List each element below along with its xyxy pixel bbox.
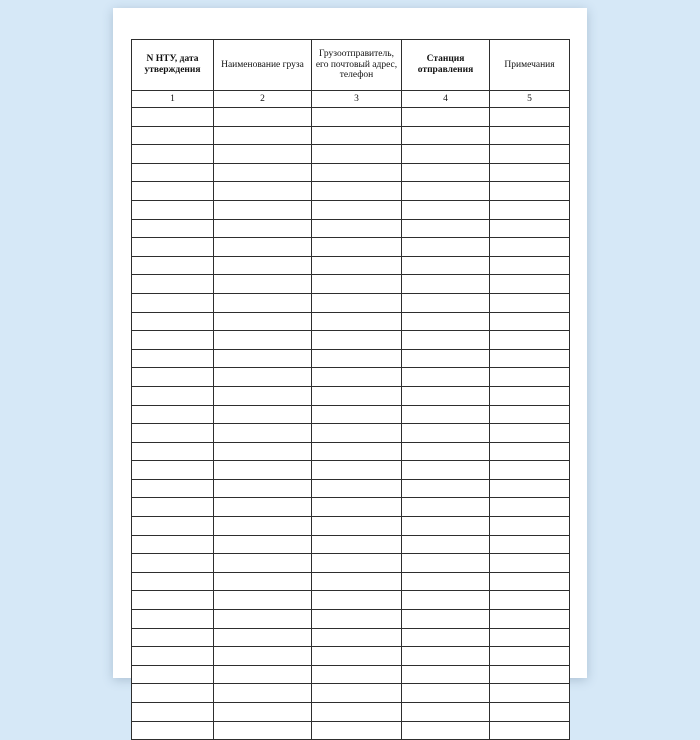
table-row bbox=[132, 275, 570, 294]
table-cell bbox=[214, 200, 312, 219]
table-row bbox=[132, 461, 570, 480]
table-cell bbox=[402, 442, 490, 461]
table-cell bbox=[402, 368, 490, 387]
table-cell bbox=[214, 442, 312, 461]
table-cell bbox=[402, 145, 490, 164]
table-cell bbox=[214, 572, 312, 591]
table-cell bbox=[132, 256, 214, 275]
table-cell bbox=[402, 572, 490, 591]
table-cell bbox=[132, 665, 214, 684]
table-cell bbox=[312, 572, 402, 591]
table-row bbox=[132, 572, 570, 591]
table-cell bbox=[312, 293, 402, 312]
table-cell bbox=[490, 572, 570, 591]
table-cell bbox=[490, 163, 570, 182]
table-cell bbox=[402, 498, 490, 517]
table-cell bbox=[490, 610, 570, 629]
column-header-4: Станция отправления bbox=[402, 40, 490, 91]
table-cell bbox=[490, 647, 570, 666]
table-cell bbox=[214, 163, 312, 182]
table-cell bbox=[312, 517, 402, 536]
table-cell bbox=[214, 535, 312, 554]
table-cell bbox=[490, 405, 570, 424]
table-cell bbox=[132, 349, 214, 368]
table-cell bbox=[490, 442, 570, 461]
table-cell bbox=[132, 461, 214, 480]
table-cell bbox=[490, 219, 570, 238]
table-cell bbox=[490, 331, 570, 350]
table-cell bbox=[132, 145, 214, 164]
table-cell bbox=[312, 219, 402, 238]
table-cell bbox=[312, 591, 402, 610]
table-cell bbox=[312, 126, 402, 145]
column-number-5: 5 bbox=[490, 91, 570, 108]
table-cell bbox=[402, 647, 490, 666]
table-cell bbox=[214, 665, 312, 684]
table-row bbox=[132, 182, 570, 201]
table-cell bbox=[312, 238, 402, 257]
table-cell bbox=[402, 275, 490, 294]
table-row bbox=[132, 163, 570, 182]
table-row bbox=[132, 721, 570, 740]
ledger-table-container bbox=[131, 39, 569, 654]
table-cell bbox=[402, 126, 490, 145]
table-row bbox=[132, 349, 570, 368]
table-cell bbox=[490, 461, 570, 480]
table-cell bbox=[132, 517, 214, 536]
table-row bbox=[132, 386, 570, 405]
table-cell bbox=[312, 182, 402, 201]
table-row bbox=[132, 368, 570, 387]
table-cell bbox=[402, 312, 490, 331]
table-cell bbox=[490, 628, 570, 647]
table-cell bbox=[214, 219, 312, 238]
table-cell bbox=[312, 535, 402, 554]
table-cell bbox=[132, 628, 214, 647]
table-cell bbox=[132, 535, 214, 554]
table-cell bbox=[214, 108, 312, 127]
table-cell bbox=[214, 610, 312, 629]
table-cell bbox=[490, 145, 570, 164]
table-cell bbox=[132, 108, 214, 127]
table-cell bbox=[490, 665, 570, 684]
table-row bbox=[132, 591, 570, 610]
table-cell bbox=[490, 591, 570, 610]
table-cell bbox=[490, 368, 570, 387]
table-cell bbox=[214, 256, 312, 275]
table-cell bbox=[402, 703, 490, 722]
table-cell bbox=[312, 368, 402, 387]
table-cell bbox=[132, 163, 214, 182]
table-cell bbox=[312, 163, 402, 182]
table-cell bbox=[312, 349, 402, 368]
table-cell bbox=[490, 312, 570, 331]
table-row bbox=[132, 442, 570, 461]
header-row bbox=[132, 40, 570, 91]
table-cell bbox=[214, 331, 312, 350]
table-row bbox=[132, 200, 570, 219]
table-cell bbox=[312, 200, 402, 219]
table-cell bbox=[132, 554, 214, 573]
table-cell bbox=[490, 424, 570, 443]
table-cell bbox=[132, 424, 214, 443]
table-row bbox=[132, 554, 570, 573]
table-cell bbox=[402, 479, 490, 498]
table-cell bbox=[132, 238, 214, 257]
table-header bbox=[132, 40, 570, 108]
table-cell bbox=[490, 535, 570, 554]
table-cell bbox=[312, 331, 402, 350]
table-cell bbox=[214, 349, 312, 368]
table-row bbox=[132, 647, 570, 666]
table-cell bbox=[312, 647, 402, 666]
table-cell bbox=[132, 591, 214, 610]
table-cell bbox=[402, 405, 490, 424]
column-header-3: Грузоотправитель, его почтовый адрес, телефон bbox=[312, 40, 402, 91]
table-cell bbox=[490, 479, 570, 498]
table-cell bbox=[490, 256, 570, 275]
column-number-2: 2 bbox=[214, 91, 312, 108]
table-cell bbox=[490, 108, 570, 127]
table-row bbox=[132, 535, 570, 554]
table-cell bbox=[402, 535, 490, 554]
table-cell bbox=[132, 293, 214, 312]
table-cell bbox=[312, 498, 402, 517]
table-cell bbox=[402, 628, 490, 647]
table-row bbox=[132, 145, 570, 164]
table-cell bbox=[402, 517, 490, 536]
table-row bbox=[132, 312, 570, 331]
table-cell bbox=[312, 610, 402, 629]
table-cell bbox=[132, 610, 214, 629]
table-cell bbox=[402, 293, 490, 312]
table-cell bbox=[312, 721, 402, 740]
table-cell bbox=[490, 517, 570, 536]
column-header-1: N НТУ, дата утверждения bbox=[132, 40, 214, 91]
table-cell bbox=[214, 721, 312, 740]
table-cell bbox=[132, 331, 214, 350]
table-cell bbox=[132, 219, 214, 238]
table-cell bbox=[402, 424, 490, 443]
table-cell bbox=[312, 275, 402, 294]
table-cell bbox=[402, 182, 490, 201]
table-cell bbox=[214, 145, 312, 164]
table-row bbox=[132, 238, 570, 257]
table-cell bbox=[214, 386, 312, 405]
table-cell bbox=[402, 108, 490, 127]
table-cell bbox=[402, 721, 490, 740]
table-row bbox=[132, 293, 570, 312]
table-cell bbox=[312, 386, 402, 405]
table-cell bbox=[402, 349, 490, 368]
table-row bbox=[132, 256, 570, 275]
table-cell bbox=[490, 386, 570, 405]
table-cell bbox=[312, 442, 402, 461]
table-row bbox=[132, 331, 570, 350]
table-cell bbox=[214, 275, 312, 294]
table-cell bbox=[402, 591, 490, 610]
table-cell bbox=[490, 200, 570, 219]
table-cell bbox=[402, 238, 490, 257]
table-cell bbox=[490, 554, 570, 573]
table-cell bbox=[132, 368, 214, 387]
table-cell bbox=[490, 293, 570, 312]
table-cell bbox=[402, 256, 490, 275]
table-cell bbox=[214, 628, 312, 647]
table-row bbox=[132, 703, 570, 722]
table-cell bbox=[214, 591, 312, 610]
table-cell bbox=[214, 312, 312, 331]
table-cell bbox=[312, 479, 402, 498]
table-cell bbox=[214, 368, 312, 387]
table-cell bbox=[490, 275, 570, 294]
table-cell bbox=[402, 163, 490, 182]
column-number-1: 1 bbox=[132, 91, 214, 108]
column-header-2: Наименование груза bbox=[214, 40, 312, 91]
table-cell bbox=[490, 498, 570, 517]
table-body bbox=[132, 108, 570, 740]
table-cell bbox=[312, 405, 402, 424]
table-row bbox=[132, 665, 570, 684]
table-cell bbox=[402, 386, 490, 405]
table-row bbox=[132, 479, 570, 498]
table-cell bbox=[214, 461, 312, 480]
table-cell bbox=[402, 331, 490, 350]
table-cell bbox=[132, 703, 214, 722]
table-cell bbox=[214, 405, 312, 424]
table-cell bbox=[214, 647, 312, 666]
table-row bbox=[132, 628, 570, 647]
table-cell bbox=[402, 200, 490, 219]
table-cell bbox=[214, 424, 312, 443]
column-number-4: 4 bbox=[402, 91, 490, 108]
table-cell bbox=[312, 145, 402, 164]
table-cell bbox=[132, 312, 214, 331]
table-cell bbox=[402, 219, 490, 238]
table-cell bbox=[214, 479, 312, 498]
table-cell bbox=[214, 238, 312, 257]
table-cell bbox=[214, 126, 312, 145]
table-cell bbox=[490, 703, 570, 722]
table-cell bbox=[312, 554, 402, 573]
table-cell bbox=[132, 572, 214, 591]
table-cell bbox=[214, 182, 312, 201]
column-header-5: Примечания bbox=[490, 40, 570, 91]
table-row bbox=[132, 219, 570, 238]
table-cell bbox=[214, 703, 312, 722]
table-cell bbox=[132, 386, 214, 405]
table-row bbox=[132, 405, 570, 424]
table-cell bbox=[214, 554, 312, 573]
table-cell bbox=[490, 721, 570, 740]
table-cell bbox=[132, 405, 214, 424]
ledger-table bbox=[131, 39, 570, 740]
table-cell bbox=[402, 554, 490, 573]
table-row bbox=[132, 126, 570, 145]
table-cell bbox=[132, 126, 214, 145]
table-cell bbox=[132, 442, 214, 461]
table-cell bbox=[312, 665, 402, 684]
table-cell bbox=[312, 312, 402, 331]
table-row bbox=[132, 424, 570, 443]
table-cell bbox=[490, 238, 570, 257]
table-row bbox=[132, 108, 570, 127]
table-cell bbox=[490, 349, 570, 368]
table-cell bbox=[132, 479, 214, 498]
table-cell bbox=[214, 498, 312, 517]
table-cell bbox=[312, 461, 402, 480]
table-cell bbox=[214, 293, 312, 312]
table-cell bbox=[132, 182, 214, 201]
table-row bbox=[132, 517, 570, 536]
table-cell bbox=[402, 610, 490, 629]
table-cell bbox=[132, 200, 214, 219]
table-cell bbox=[132, 275, 214, 294]
table-row bbox=[132, 610, 570, 629]
table-row bbox=[132, 498, 570, 517]
table-cell bbox=[132, 647, 214, 666]
table-cell bbox=[312, 424, 402, 443]
table-cell bbox=[312, 256, 402, 275]
column-number-row bbox=[132, 91, 570, 108]
table-cell bbox=[490, 182, 570, 201]
table-cell bbox=[402, 665, 490, 684]
table-cell bbox=[132, 721, 214, 740]
column-number-3: 3 bbox=[312, 91, 402, 108]
table-cell bbox=[402, 461, 490, 480]
table-cell bbox=[312, 628, 402, 647]
table-cell bbox=[312, 703, 402, 722]
table-cell bbox=[132, 498, 214, 517]
table-cell bbox=[490, 126, 570, 145]
table-cell bbox=[312, 108, 402, 127]
table-cell bbox=[214, 517, 312, 536]
